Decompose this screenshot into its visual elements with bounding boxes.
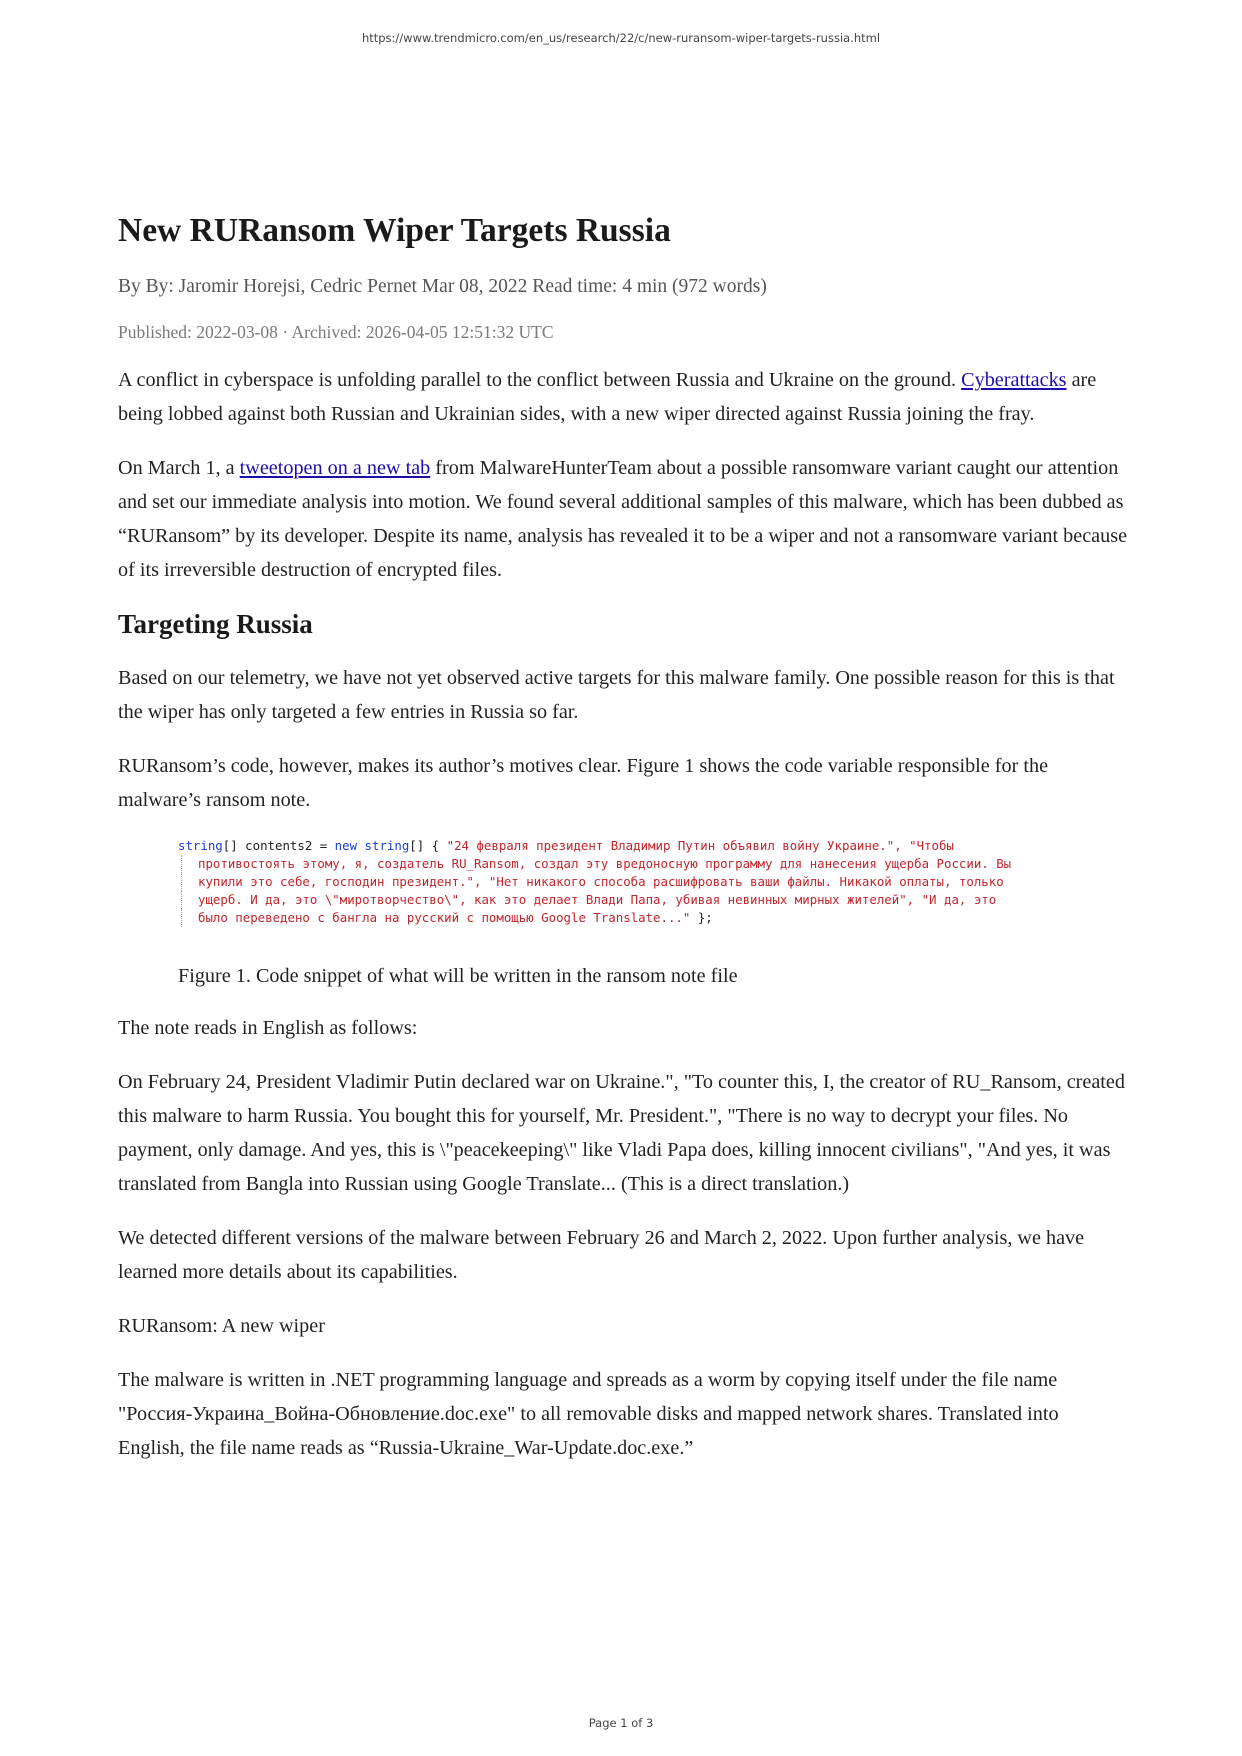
- paragraph-intro-text-a: A conflict in cyberspace is unfolding parallel to the conflict between Russia and Ukraine on the ground.: [118, 369, 962, 391]
- code-string: было переведено с бангла на русский с помощью Google Translate...": [198, 910, 691, 925]
- paragraph-telemetry: Based on our telemetry, we have not yet observed active targets for this malware family. One possible reason for this is that the wiper has only targeted a few entries in Russia so far.: [118, 667, 1115, 723]
- code-declaration: [] contents2 =: [222, 838, 335, 853]
- paragraph-versions: We detected different versions of the malware between February 26 and March 2, 2022. Upon further analysis, we have learned more details about its capabilities.: [118, 1227, 1085, 1283]
- page-number: Page 1 of 3: [588, 1716, 654, 1730]
- paragraph-motives: RURansom’s code, however, makes its author’s motives clear. Figure 1 shows the code variable responsible for the malware’s ransom note.: [118, 755, 1049, 811]
- paragraph-note-intro: The note reads in English as follows:: [118, 1017, 418, 1039]
- figure-1-code-snippet: [178, 837, 1068, 937]
- code-brace-close: };: [690, 910, 713, 925]
- paragraph-dotnet: The malware is written in .NET programming language and spreads as a worm by copying itself under the file name "Россия-Украина_Война-Обновление.doc.exe" to all removable disks and mapped network shares. Translated into English, the file name reads as “Russia-Ukraine_War-Update.doc.exe.”: [118, 1369, 1059, 1459]
- paragraph-tweet: [118, 451, 1128, 587]
- code-string: "24 февраля президент Владимир Путин объявил войну Украине.", "Чтобы: [446, 838, 954, 853]
- paragraph-tweet-text-b: from MalwareHunterTeam about a possible ransomware variant caught our attention and set our immediate analysis into motion. We found several additional samples of this malware, which has been dubbed as “RURansom” by its developer. Despite its name, analysis has revealed it to be a wiper and not a ransomware variant because of its irreversible destruction of encrypted files.: [118, 457, 1128, 581]
- paragraph-tweet-text-a: On March 1, a: [118, 457, 240, 479]
- paragraph-note-translation: On February 24, President Vladimir Putin declared war on Ukraine.", "To counter this, I, the creator of RU_Ransom, created this malware to harm Russia. You bought this for yourself, Mr. President.", "There is no way to decrypt your files. No payment, only damage. And yes, this is \"peacekeeping\" like Vladi Papa does, killing innocent civilians", "And yes, it was translated from Bangla into Russian using Google Translate... (This is a direct translation.): [118, 1071, 1125, 1195]
- figure-1-caption: Figure 1. Code snippet of what will be written in the ransom note file: [178, 965, 738, 987]
- paragraph-intro-text-b: are being lobbed against both Russian and Ukrainian sides, with a new wiper directed against Russia joining the fray.: [118, 369, 1097, 425]
- tweet-link[interactable]: tweetopen on a new tab: [239, 457, 431, 479]
- print-header-url: https://www.trendmicro.com/en_us/research/22/c/new-ruransom-wiper-targets-russia.html: [361, 31, 881, 45]
- article: [118, 210, 1128, 1485]
- article-byline: By By: Jaromir Horejsi, Cedric Pernet Mar 08, 2022 Read time: 4 min (972 words): [118, 276, 767, 297]
- code-keyword: string: [364, 838, 410, 853]
- heading-targeting-russia: Targeting Russia: [118, 609, 313, 639]
- code-keyword: new: [334, 838, 358, 853]
- code-line-2: противостоять этому, я, создатель RU_Ransom, создал эту вредоносную программу для нанесения ущерба России. Вы: [181, 855, 1068, 873]
- paragraph-intro: [118, 363, 1128, 431]
- article-title: New RURansom Wiper Targets Russia: [118, 212, 671, 249]
- subheading-new-wiper: RURansom: A new wiper: [118, 1315, 325, 1337]
- publication-info: Published: 2022-03-08 · Archived: 2026-04-05 12:51:32 UTC: [118, 322, 554, 342]
- code-line-4: ущерб. И да, это \"миротворчество\", как это делает Влади Папа, убивая невинных мирных жителей", "И да, это: [181, 891, 1068, 909]
- code-brace-open: [] {: [409, 838, 447, 853]
- cyberattacks-link[interactable]: Cyberattacks: [961, 369, 1067, 391]
- code-line-1: [178, 837, 1068, 855]
- code-keyword: string: [178, 838, 223, 853]
- code-line-3: купили это себе, господин президент.", "Нет никакого способа расшифровать ваши файлы. Никакой оплаты, только: [181, 873, 1068, 891]
- code-line-5: [181, 909, 1068, 927]
